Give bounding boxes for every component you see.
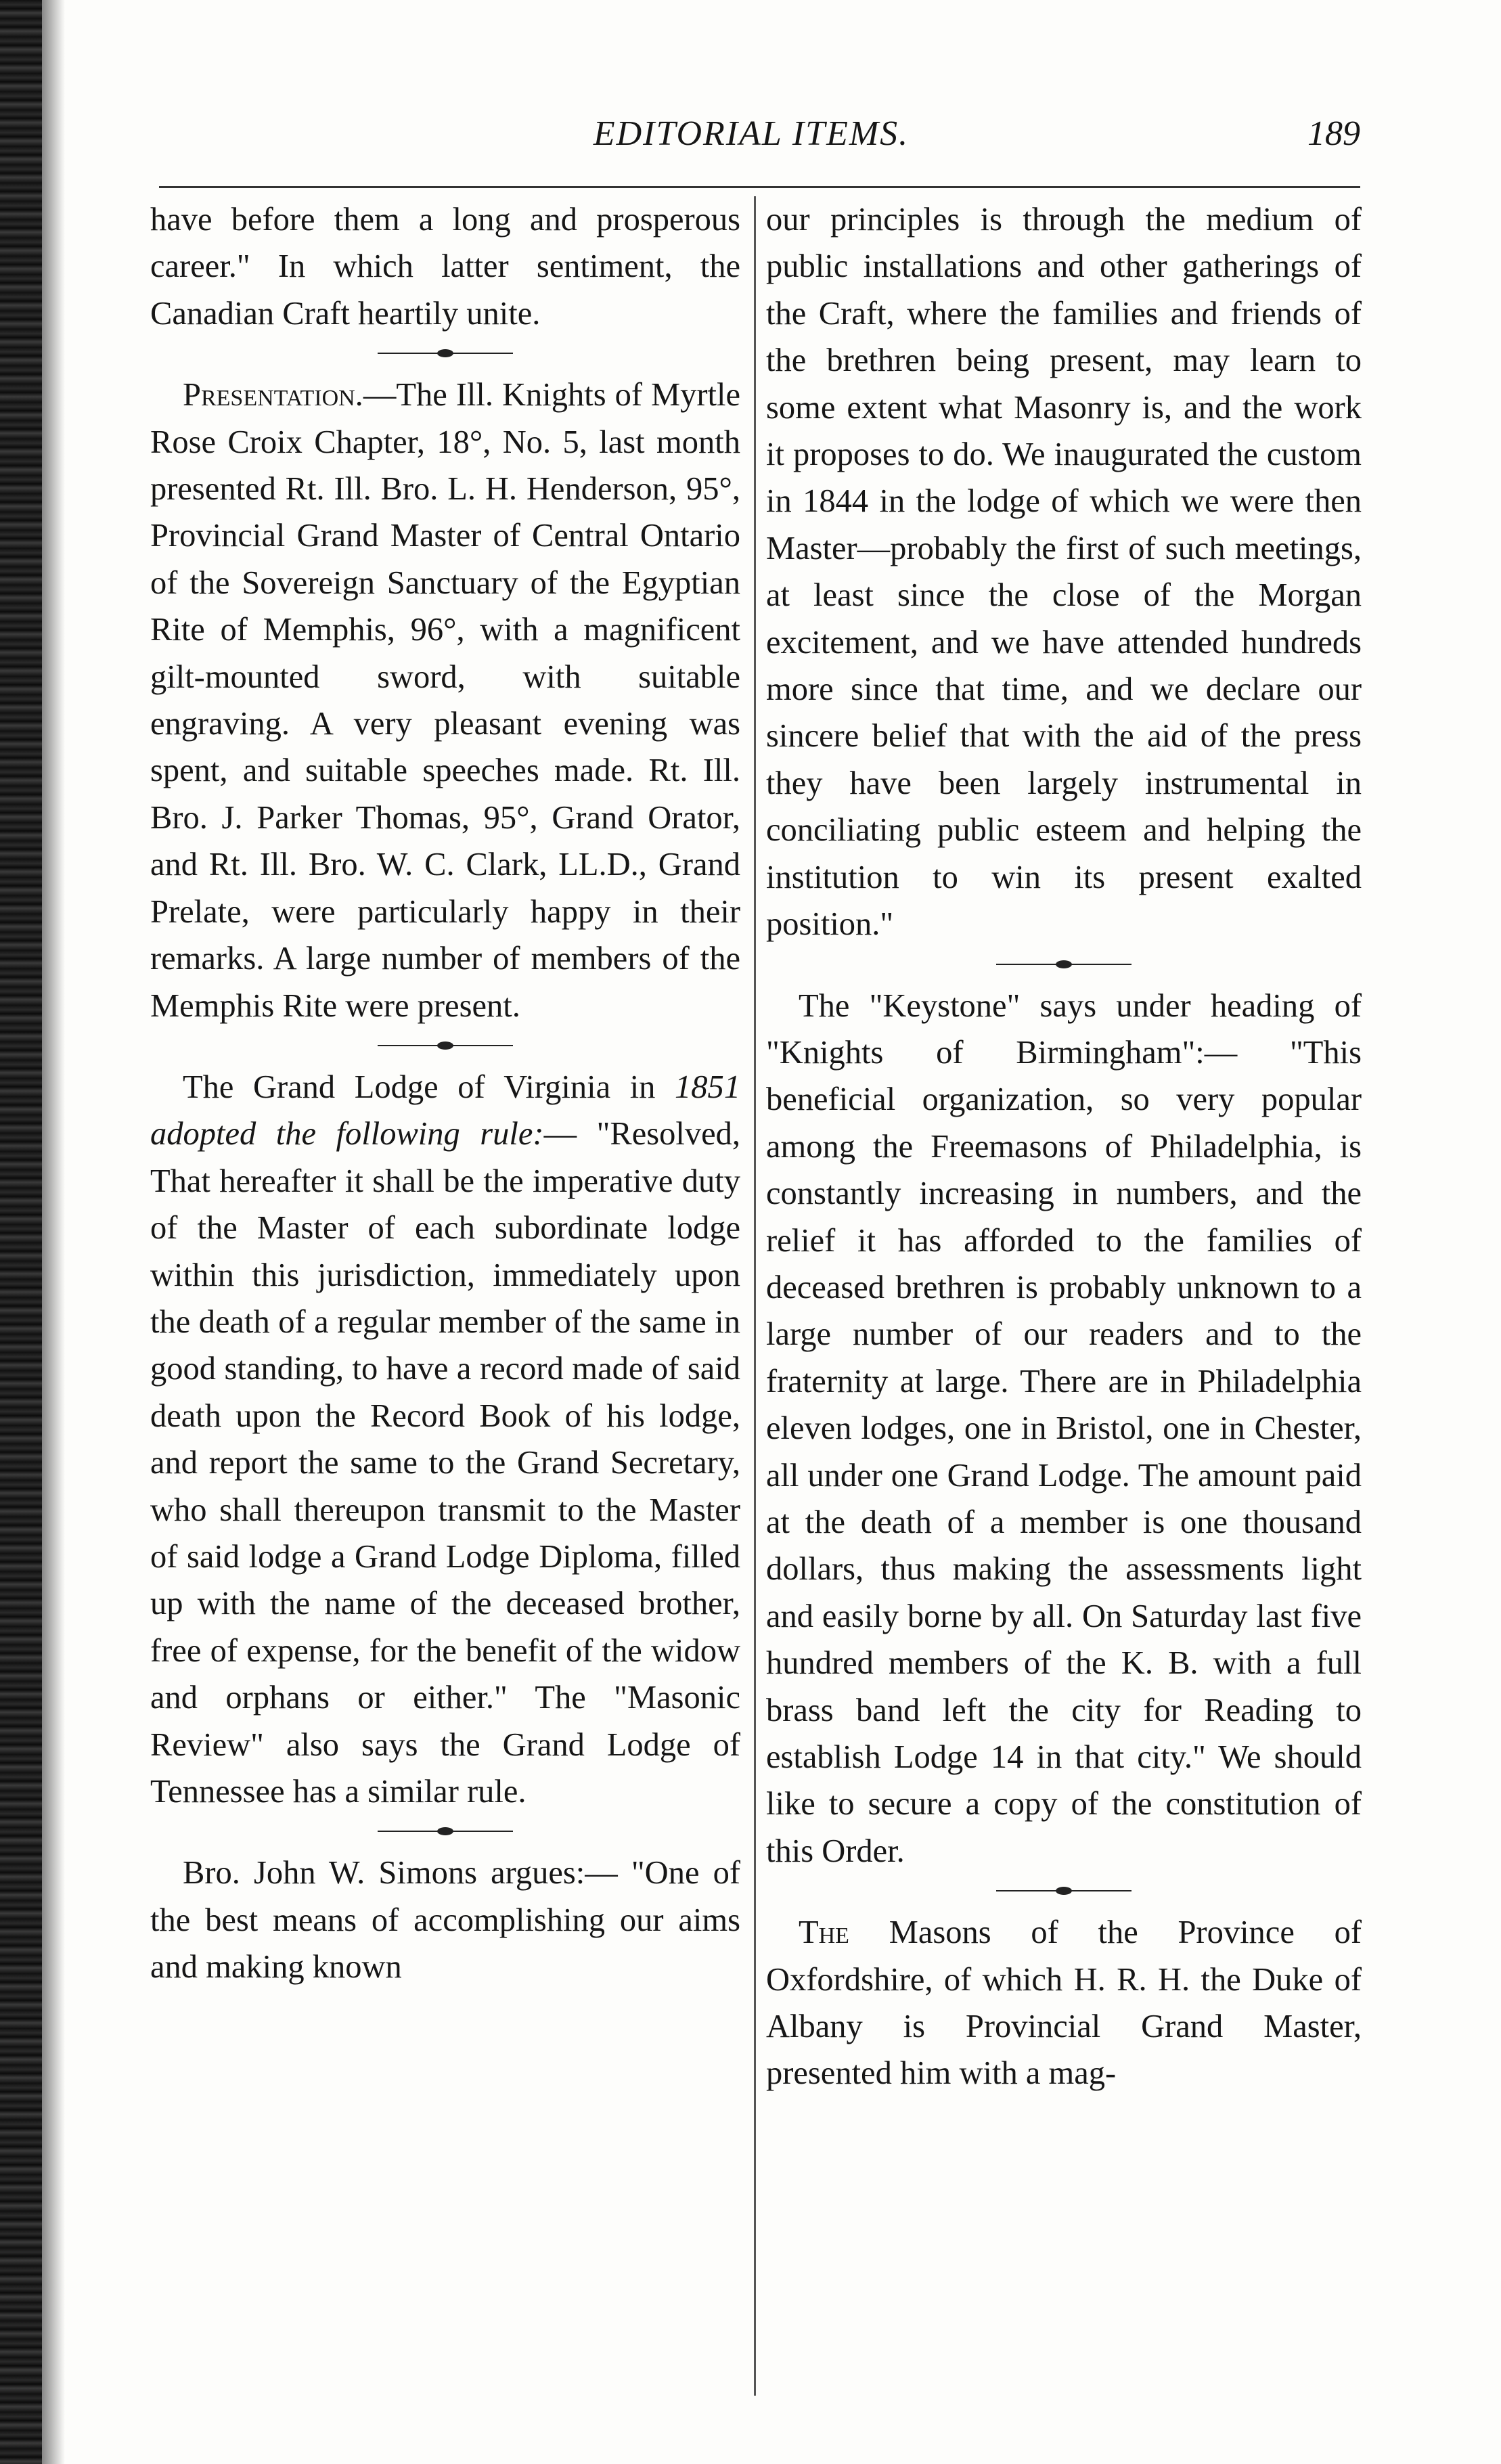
- section-separator: [378, 1824, 513, 1839]
- section-separator: [996, 957, 1132, 972]
- paragraph-keystone: The "Keystone" says under heading of "Knights of Birmingham":— "This beneficial organization, so very popular among the Freemasons of Philadelphia, is constantly increasing in numbers, and the relief it has afforded to the families of deceased brethren is probably unknown to a large number of our readers and to the fraternity at large. There are in Philadelphia eleven lodges, one in Bristol, one in Chester, all under one Grand Lodge. The amount paid at the death of a member is one thousand dollars, thus making the assessments light and easily borne by all. On Saturday last five hundred members of the K. B. with a full brass band left the city for Reading to establish Lodge 14 in that city." We should like to secure a copy of the constitution of this Order.: [766, 987, 1362, 1869]
- paragraph-principles: our principles is through the medium of public installations and other gatherings of the Craft, where the families and friends of the brethren being present, may learn to some extent what Masonry is, and the work it proposes to do. We inaugurated the custom in 1844 in the lodge of which we were then Master—probably the first of such meetings, at least since the close of the Morgan excitement, and we have attended hundreds more since that time, and we declare our sincere belief that with the aid of the press they have been largely instrumental in conciliating public esteem and helping the institution to win its present exalted position.": [766, 202, 1362, 943]
- section-separator: [378, 1038, 513, 1053]
- presentation-lead: Presentation.: [183, 377, 363, 413]
- presentation-text: —The Ill. Knights of Myrtle Rose Croix Chapter, 18°, No. 5, last month presented Rt. Ill. Bro. L. H. Henderson, 95°, Provincial Grand Master of Central Ontario of the Sovereign Sanctuary of the Egyptian Rite of Memphis, 96°, with a magnificent gilt-mounted sword, with suitable engraving. A very pleasant evening was spent, and suitable speeches made. Rt. Ill. Bro. J. Parker Thomas, 95°, Grand Orator, and Rt. Ill. Bro. W. C. Clark, LL.D., Grand Prelate, were particularly happy in their remarks. A large number of members of the Memphis Rite were present.: [150, 377, 740, 1024]
- book-binding-edge: [0, 0, 42, 2464]
- paragraph-simons: Bro. John W. Simons argues:— "One of the best means of accomplishing our aims and making known: [150, 1855, 740, 1986]
- paragraph-oxfordshire: [766, 1909, 1362, 2097]
- section-separator: [996, 1883, 1132, 1898]
- virginia-italic: 1851 adopted the following rule:: [150, 1069, 740, 1152]
- virginia-start: The Grand Lodge of Virginia in: [183, 1069, 675, 1105]
- running-title: EDITORIAL ITEMS.: [593, 114, 910, 153]
- paragraph-presentation: [150, 372, 740, 1029]
- oxford-lead: The: [799, 1914, 849, 1951]
- binding-shadow: [42, 0, 65, 2464]
- left-column: [150, 196, 740, 2402]
- page-number: 189: [1307, 114, 1360, 153]
- paragraph-continued: have before them a long and prosperous career." In which latter sentiment, the Canadian Craft heartily unite.: [150, 202, 740, 332]
- section-separator: [378, 346, 513, 361]
- header-rule: [159, 186, 1360, 188]
- right-column: [766, 196, 1362, 2402]
- paragraph-virginia: [150, 1064, 740, 1816]
- virginia-rest: — "Resolved, That hereafter it shall be the imperative duty of the Master of each subordinate lodge within this jurisdiction, immediately upon the death of a regular member of the same in good standing, to have a record made of said death upon the Record Book of his lodge, and report the same to the Grand Secretary, who shall thereupon transmit to the Master of said lodge a Grand Lodge Diploma, filled up with the name of the deceased brother, free of expense, for the benefit of the widow and orphans or either." The "Masonic Review" also says the Grand Lodge of Tennessee has a similar rule.: [150, 1116, 740, 1810]
- oxford-text: Masons of the Province of Oxfordshire, of which H. R. H. the Duke of Albany is Provincial Grand Master, presented him with a mag-: [766, 1914, 1362, 2092]
- column-divider: [754, 196, 756, 2396]
